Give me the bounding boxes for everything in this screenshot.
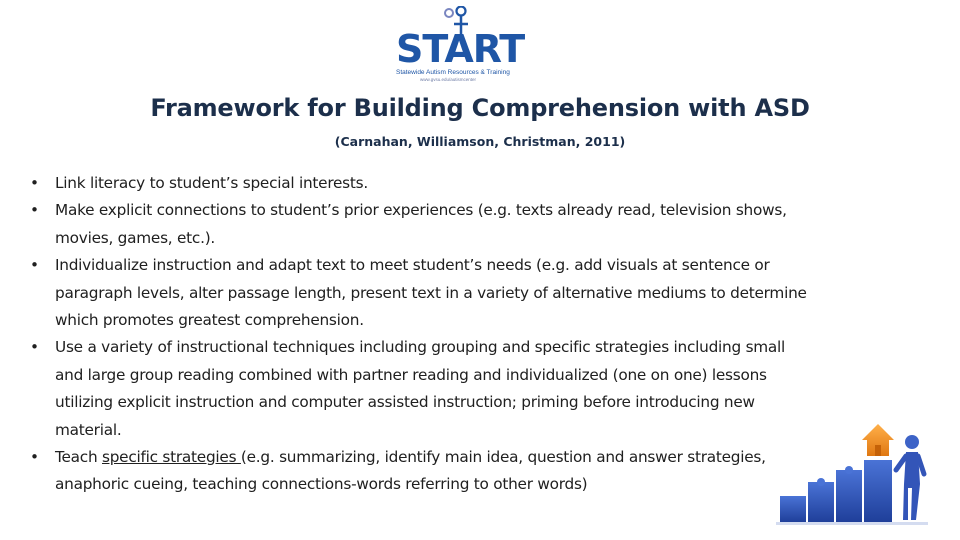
bullet-dot-icon: •	[30, 448, 39, 467]
bullet-text: Make explicit connections to student’s prior experiences (e.g. texts already read, television shows, movies, games, etc.).	[55, 201, 787, 247]
bullet-item	[30, 334, 810, 444]
puzzle-stairs-house-icon	[772, 412, 932, 532]
bullet-list	[30, 170, 810, 499]
bullet-item	[30, 170, 810, 197]
bullet-dot-icon: •	[30, 256, 39, 275]
bullet-item	[30, 197, 810, 252]
bullet-item	[30, 444, 810, 499]
bullet-text: Link literacy to student’s special interests.	[55, 174, 368, 192]
bullet-text: Use a variety of instructional techniques including grouping and specific strategies including small and large group reading combined with partner reading and individualized (one on one) lessons utilizing explicit instruction and computer assisted instruction; priming before introducing new material.	[55, 338, 786, 439]
slide-title: Framework for Building Comprehension with ASD	[150, 94, 810, 122]
bullet-dot-icon: •	[30, 174, 39, 192]
logo-wordmark: START	[396, 27, 525, 71]
logo-tagline: Statewide Autism Resources & Training	[396, 69, 510, 76]
bullet-item	[30, 252, 810, 334]
bullet-dot-icon: •	[30, 201, 39, 220]
bullet-dot-icon: •	[30, 338, 39, 357]
bullet-text: Individualize instruction and adapt text to meet student’s needs (e.g. add visuals at sentence or paragraph levels, alter passage length, present text in a variety of alternative mediums to determine which promotes greatest comprehension.	[55, 256, 807, 330]
start-logo	[390, 6, 525, 82]
citation: (Carnahan, Williamson, Christman, 2011)	[334, 134, 626, 149]
logo-url: www.gvsu.edu/autismcenter	[420, 77, 477, 82]
underlined-term: specific strategies	[102, 448, 241, 467]
bullet-text-suffix: (e.g. summarizing, identify main idea, question and answer strategies, anaphoric cueing, teaching connections-words referring to other words)	[55, 448, 766, 494]
bullet-text-prefix: Teach	[55, 448, 102, 467]
